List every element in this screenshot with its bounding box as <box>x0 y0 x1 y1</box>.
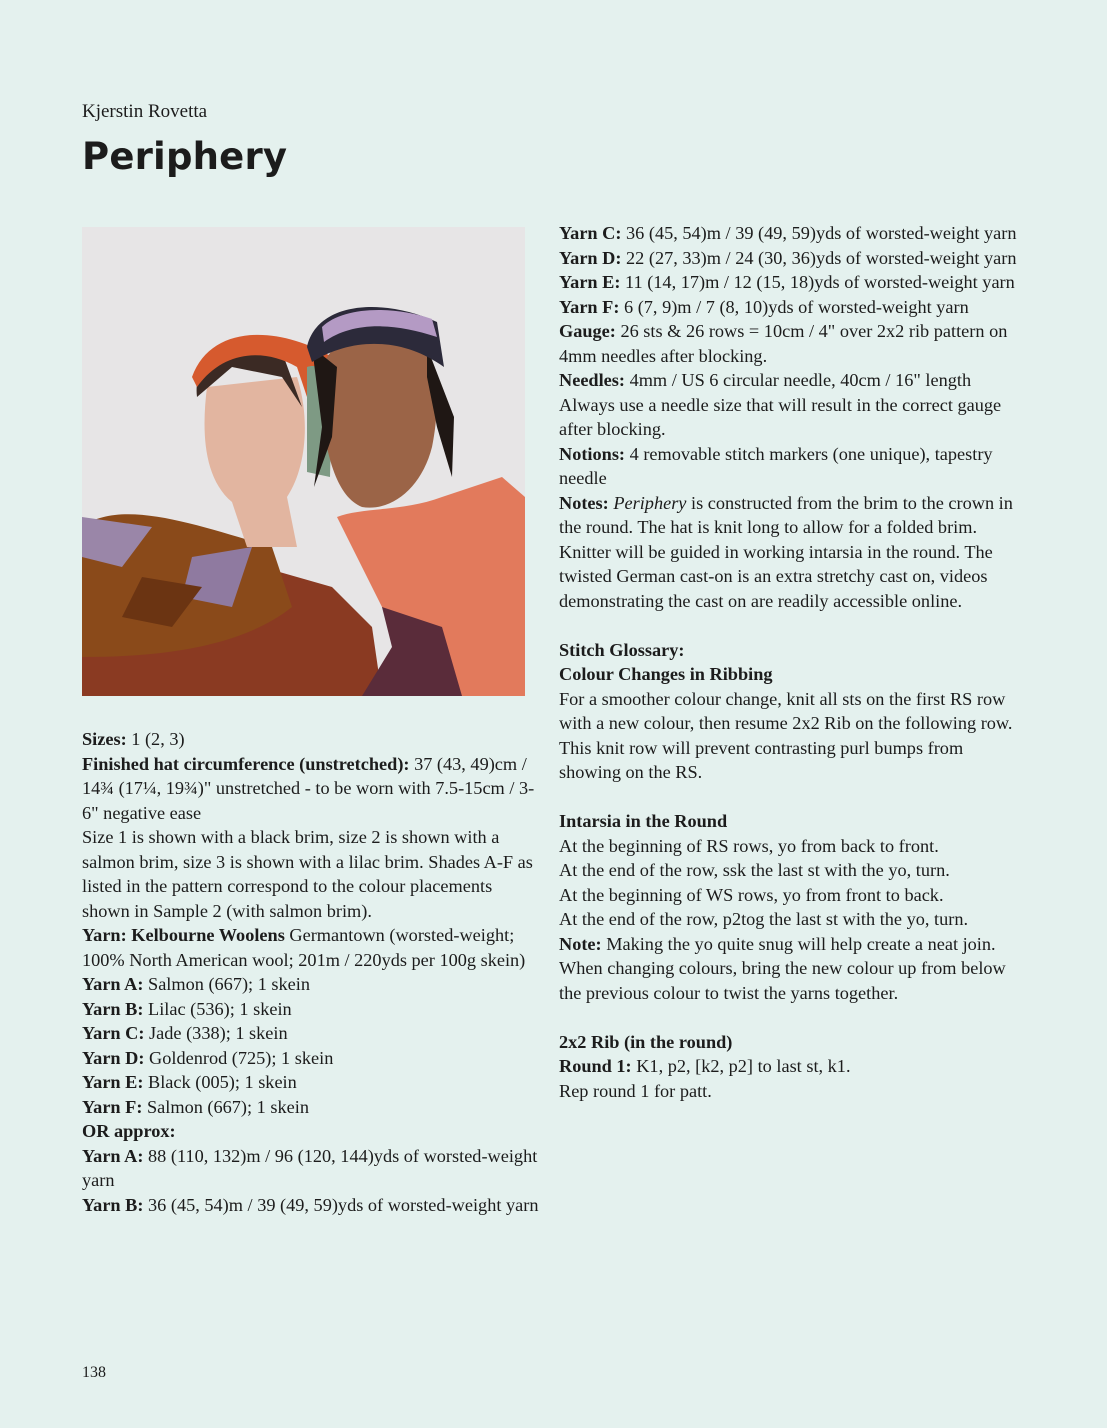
yarn-e-label: Yarn E: <box>82 1072 144 1092</box>
needles-text: 4mm / US 6 circular needle, 40cm / 16" length <box>625 370 972 390</box>
notions <box>559 442 1029 491</box>
approx-a-label: Yarn A: <box>82 1145 144 1166</box>
approx-d-text: 22 (27, 33)m / 24 (30, 36)yds of worsted-weight yarn <box>621 247 1017 268</box>
yarn <box>82 923 542 972</box>
yarn-a <box>82 972 542 997</box>
approx-yarn-f <box>559 295 1029 320</box>
intarsia-line: At the end of the row, p2tog the last st with the yo, turn. <box>559 909 969 929</box>
pattern-title: Periphery <box>82 135 288 178</box>
note-label: Note: <box>559 933 602 954</box>
needles-note: Always use a needle size that will result in the correct gauge after blocking. <box>559 394 1002 439</box>
intarsia-line: At the end of the row, ssk the last st with the yo, turn. <box>559 860 950 880</box>
notes <box>559 491 1029 614</box>
gauge-label: Gauge: <box>559 321 616 341</box>
approx-yarn-d <box>559 246 1029 271</box>
approx-e-text: 11 (14, 17)m / 12 (15, 18)yds of worsted-weight yarn <box>620 272 1015 292</box>
note-text: Making the yo quite snug will help create a neat join. When changing colours, bring the new colour up from below the previous colour to twist the yarns together. <box>559 933 1006 1003</box>
yarn-b-text: Lilac (536); 1 skein <box>143 998 292 1019</box>
left-column <box>82 727 542 1217</box>
yarn-c-label: Yarn C: <box>82 1023 145 1043</box>
right-column <box>559 221 1029 1103</box>
approx-b-text: 36 (45, 54)m / 39 (49, 59)yds of worsted-weight yarn <box>143 1194 539 1215</box>
approx-a-text: 88 (110, 132)m / 96 (120, 144)yds of worsted-weight yarn <box>82 1145 538 1190</box>
yarn-label: Yarn: Kelbourne Woolens <box>82 925 285 945</box>
rib-title: 2x2 Rib (in the round) <box>559 1031 733 1052</box>
colour-changes-text: For a smoother colour change, knit all sts on the first RS row with a new colour, then resume 2x2 Rib on the following row. This knit row will prevent contrasting purl bumps from showing on the RS. <box>559 688 1013 782</box>
approx-f-text: 6 (7, 9)m / 7 (8, 10)yds of worsted-weight yarn <box>619 296 969 317</box>
intarsia-title: Intarsia in the Round <box>559 811 728 831</box>
hero-photo <box>82 227 525 696</box>
yarn-f <box>82 1095 542 1120</box>
glossary-title: Stitch Glossary: <box>559 639 685 660</box>
approx-b-label: Yarn B: <box>82 1194 144 1215</box>
yarn-d-label: Yarn D: <box>82 1047 145 1068</box>
notes-text: is constructed from the brim to the crown in the round. The hat is knit long to allow for a folded brim. Knitter will be guided in working intarsia in the round. The twisted German cast-on is an extra stretchy cast on, videos demonstrating the cast on are readily accessible online. <box>559 492 1013 611</box>
approx-d-label: Yarn D: <box>559 247 622 268</box>
round1-label: Round 1: <box>559 1056 632 1076</box>
intarsia-note <box>559 932 1029 1006</box>
approx-c-label: Yarn C: <box>559 223 622 243</box>
yarn-b <box>82 997 542 1022</box>
needles <box>559 368 1029 393</box>
notes-italic: Periphery <box>613 492 687 513</box>
page-number: 138 <box>82 1364 106 1381</box>
approx-e-label: Yarn E: <box>559 272 621 292</box>
approx-yarn-a <box>82 1144 542 1193</box>
intarsia-line: At the beginning of RS rows, yo from back to front. <box>559 835 939 856</box>
sizes-text: 1 (2, 3) <box>126 729 185 749</box>
gauge-text: 26 sts & 26 rows = 10cm / 4" over 2x2 rib pattern on 4mm needles after blocking. <box>559 321 1008 366</box>
round1-text: K1, p2, [k2, p2] to last st, k1. <box>631 1056 851 1076</box>
yarn-a-label: Yarn A: <box>82 974 144 994</box>
rib-round-1 <box>559 1054 1029 1079</box>
sizes-label: Sizes: <box>82 729 127 749</box>
yarn-text: Germantown (worsted-weight; 100% North American wool; 201m / 220yds per 100g skein) <box>82 925 526 970</box>
notes-label: Notes: <box>559 492 609 513</box>
notions-text: 4 removable stitch markers (one unique), tapestry needle <box>559 443 993 488</box>
approx-yarn-e <box>559 270 1029 295</box>
notions-label: Notions: <box>559 443 626 464</box>
colour-changes-title: Colour Changes in Ribbing <box>559 664 773 684</box>
yarn-e-text: Black (005); 1 skein <box>143 1072 297 1092</box>
yarn-c-text: Jade (338); 1 skein <box>144 1023 288 1043</box>
or-approx: OR approx: <box>82 1121 176 1141</box>
yarn-d <box>82 1046 542 1071</box>
finished-text: 37 (43, 49)cm / 14¾ (17¼, 19¾)" unstretched - to be worn with 7.5-15cm / 3-6" negative ease <box>82 753 535 823</box>
needles-label: Needles: <box>559 370 625 390</box>
yarn-c <box>82 1021 542 1046</box>
intarsia-line: At the beginning of WS rows, yo from front to back. <box>559 884 944 905</box>
approx-yarn-b <box>82 1193 542 1218</box>
gauge <box>559 319 1029 368</box>
approx-c-text: 36 (45, 54)m / 39 (49, 59)yds of worsted-weight yarn <box>621 223 1017 243</box>
approx-f-label: Yarn F: <box>559 296 620 317</box>
sizes <box>82 727 542 752</box>
yarn-a-text: Salmon (667); 1 skein <box>143 974 311 994</box>
finished-label: Finished hat circumference (unstretched): <box>82 753 410 774</box>
rib-repeat: Rep round 1 for patt. <box>559 1080 712 1101</box>
author-name: Kjerstin Rovetta <box>82 101 208 122</box>
yarn-f-text: Salmon (667); 1 skein <box>142 1096 309 1117</box>
yarn-b-label: Yarn B: <box>82 998 144 1019</box>
yarn-e <box>82 1070 542 1095</box>
approx-yarn-c <box>559 221 1029 246</box>
size-note: Size 1 is shown with a black brim, size 2 is shown with a salmon brim, size 3 is shown with a lilac brim. Shades A-F as listed in the pattern correspond to the colour placements shown in Sample 2 (with salmon brim). <box>82 827 533 921</box>
finished-circumference <box>82 752 542 826</box>
yarn-f-label: Yarn F: <box>82 1096 143 1117</box>
yarn-d-text: Goldenrod (725); 1 skein <box>144 1047 334 1068</box>
